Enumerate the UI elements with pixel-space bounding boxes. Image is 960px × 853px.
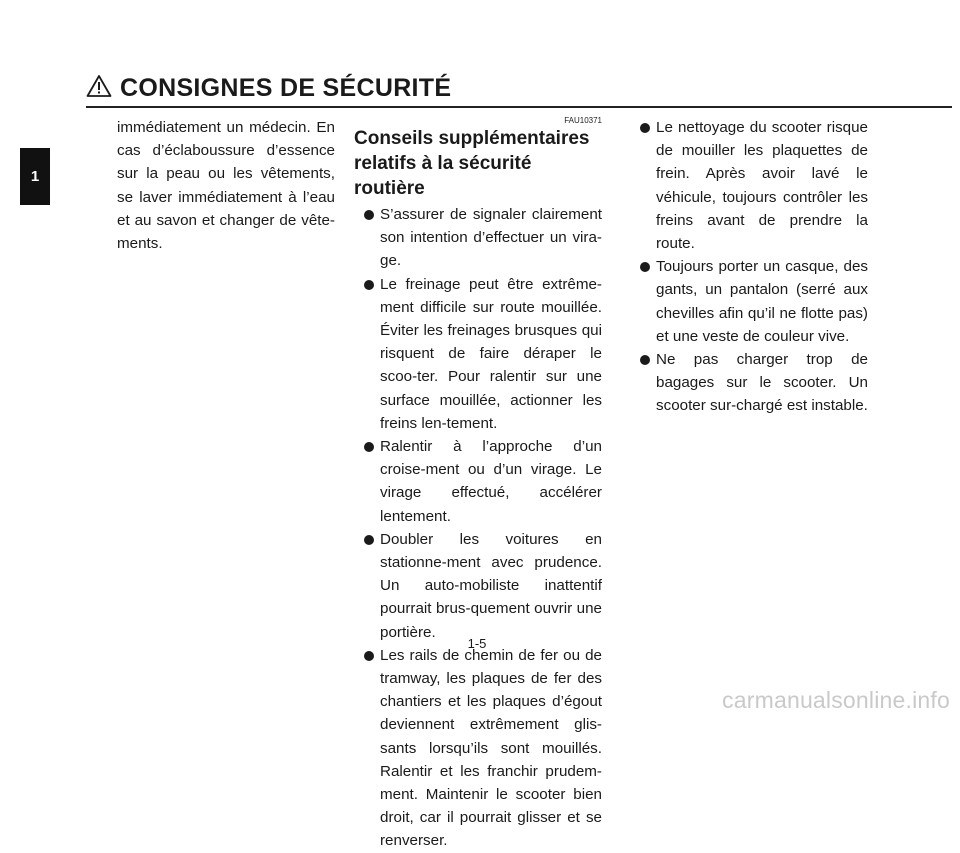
list-item: Le freinage peut être extrême-ment difficile sur route mouillée. Éviter les freinages brusques qui risquent de faire déraper le scoo-ter. Pour ralentir sur une surface mouillée, actionner les freins len-tement. bbox=[354, 273, 602, 435]
section-heading: Conseils supplémentaires relatifs à la sécurité routière bbox=[354, 128, 590, 199]
warning-triangle-icon bbox=[86, 74, 112, 103]
column-1 bbox=[117, 116, 335, 255]
chapter-number: 1 bbox=[30, 168, 40, 185]
watermark-text: carmanualsonline.info bbox=[722, 687, 950, 713]
page-number: 1-5 bbox=[467, 636, 487, 651]
list-item: Ne pas charger trop de bagages sur le scooter. Un scooter sur-chargé est instable. bbox=[630, 348, 868, 418]
list-item: Ralentir à l’approche d’un croise-ment ou d’un virage. Le virage effectué, accélérer lentement. bbox=[354, 435, 602, 528]
section-code: FAU10371 bbox=[564, 116, 602, 125]
chapter-tab bbox=[20, 148, 50, 205]
list-item: S’assurer de signaler clairement son intention d’effectuer un vira-ge. bbox=[354, 203, 602, 273]
page-title: CONSIGNES DE SÉCURITÉ bbox=[120, 74, 452, 102]
bullet-list-road-safety bbox=[354, 203, 602, 853]
bullet-list-continued bbox=[630, 116, 868, 418]
column-2 bbox=[354, 116, 602, 853]
list-item: Le nettoyage du scooter risque de mouiller les plaquettes de frein. Après avoir lavé le véhicule, toujours contrôler les freins avant de prendre la route. bbox=[630, 116, 868, 255]
page-header bbox=[86, 74, 451, 103]
column-3 bbox=[630, 116, 868, 418]
list-item: Les rails de chemin de fer ou de tramway, les plaques de fer des chantiers et les plaques d’égout deviennent extrêmement glis-sants lorsqu’ils sont mouillés. Ralentir et les franchir prudem-ment. Maintenir le scooter bien droit, car il pourrait glisser et se renverser. bbox=[354, 644, 602, 853]
list-item: Doubler les voitures en stationne-ment avec prudence. Un auto-mobiliste inattentif pourrait brus-quement ouvrir une portière. bbox=[354, 528, 602, 644]
paragraph-continuation: immédiatement un médecin. En cas d’éclaboussure d’essence sur la peau ou les vêtements, se laver immédiatement à l’eau et au savon et changer de vête-ments. bbox=[117, 119, 335, 253]
header-rule bbox=[86, 106, 952, 108]
list-item: Toujours porter un casque, des gants, un pantalon (serré aux chevilles afin qu’il ne flotte pas) et une veste de couleur vive. bbox=[630, 255, 868, 348]
